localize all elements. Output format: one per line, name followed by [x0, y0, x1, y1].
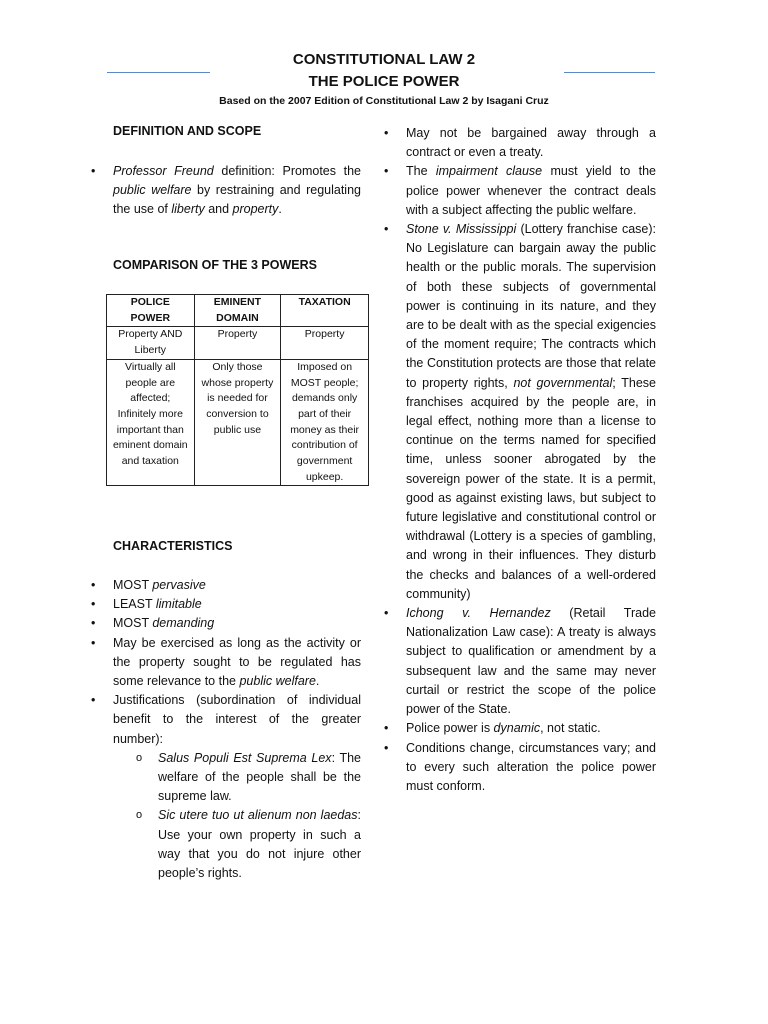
sub-list-item: o Salus Populi Est Suprema Lex: The welfare of the people shall be the supreme law.	[136, 749, 361, 807]
table-header-taxation: TAXATION	[281, 295, 369, 327]
list-item: • Police power is dynamic, not static.	[384, 719, 656, 738]
definition-bullet: • Professor Freund definition: Promotes the public welfare by restraining and regulating the use of liberty and property.	[91, 162, 361, 220]
table-cell: Only those whose property is needed for conversion to public use	[194, 359, 281, 486]
definition-section	[91, 162, 361, 220]
definition-heading: DEFINITION AND SCOPE	[113, 124, 262, 138]
sub-list-item: o Sic utere tuo ut alienum non laedas: Use your own property in such a way that you do not injure other people’s rights.	[136, 806, 361, 883]
list-item: • May not be bargained away through a contract or even a treaty.	[384, 124, 656, 162]
table-header-row	[107, 295, 369, 327]
table-cell: Virtually all people are affected; Infinitely more important than eminent domain and taxation	[107, 359, 195, 486]
table-row	[107, 359, 369, 486]
list-item: • MOST pervasive	[91, 576, 361, 595]
comparison-table	[106, 294, 369, 486]
list-item: • LEAST limitable	[91, 595, 361, 614]
list-item: • MOST demanding	[91, 614, 361, 633]
comparison-heading: COMPARISON OF THE 3 POWERS	[113, 258, 317, 272]
table-cell: Property AND Liberty	[107, 327, 195, 359]
list-item: • Justifications (subordination of individual benefit to the interest of the greater number):	[91, 691, 361, 749]
list-item: • May be exercised as long as the activity or the property sought to be regulated has some relevance to the public welfare.	[91, 634, 361, 692]
table-row	[107, 327, 369, 359]
characteristics-heading: CHARACTERISTICS	[113, 539, 233, 553]
source-citation: Based on the 2007 Edition of Constitutional Law 2 by Isagani Cruz	[219, 95, 549, 107]
header-rule-left	[107, 72, 210, 73]
document-title: CONSTITUTIONAL LAW 2	[292, 51, 476, 68]
header-rule-right	[564, 72, 655, 73]
table-header-eminent-domain: EMINENT DOMAIN	[194, 295, 281, 327]
list-item: • Stone v. Mississippi (Lottery franchise case): No Legislature can bargain away the public health or the public morals. The supervision of both these subjects of governmental power is continuing in its nature, and they are to be dealt with as the special exigencies of the moment require; The contracts which the Constitution protects are those that relate to property rights, not governmental; These franchises acquired by the people are, in legal effect, nothing more than a license to continue on the terms named for specified time, unless sooner abrogated by the sovereign power of the state. It is a permit, good as against existing laws, but subject to future legislative and constitutional control or withdrawal (Lottery is a species of gambling, and wrong in their influences. They disturb the checks and balances of a well-ordered community)	[384, 220, 656, 604]
table-cell: Property	[281, 327, 369, 359]
list-item: • The impairment clause must yield to the police power whenever the contract deals with a subject affecting the public welfare.	[384, 162, 656, 220]
list-item: • Ichong v. Hernandez (Retail Trade Nationalization Law case): A treaty is always subject to qualification or amendment by a subsequent law and the same may never curtail or restrict the scope of the police power of the State.	[384, 604, 656, 719]
table-cell: Imposed on MOST people; demands only part of their money as their contribution of government upkeep.	[281, 359, 369, 486]
characteristics-section	[91, 576, 361, 883]
table-cell: Property	[194, 327, 281, 359]
document-subtitle-title: THE POLICE POWER	[308, 73, 460, 90]
right-column	[384, 124, 656, 796]
list-item: • Conditions change, circumstances vary; and to every such alteration the police power must conform.	[384, 739, 656, 797]
table-header-police-power: POLICE POWER	[107, 295, 195, 327]
